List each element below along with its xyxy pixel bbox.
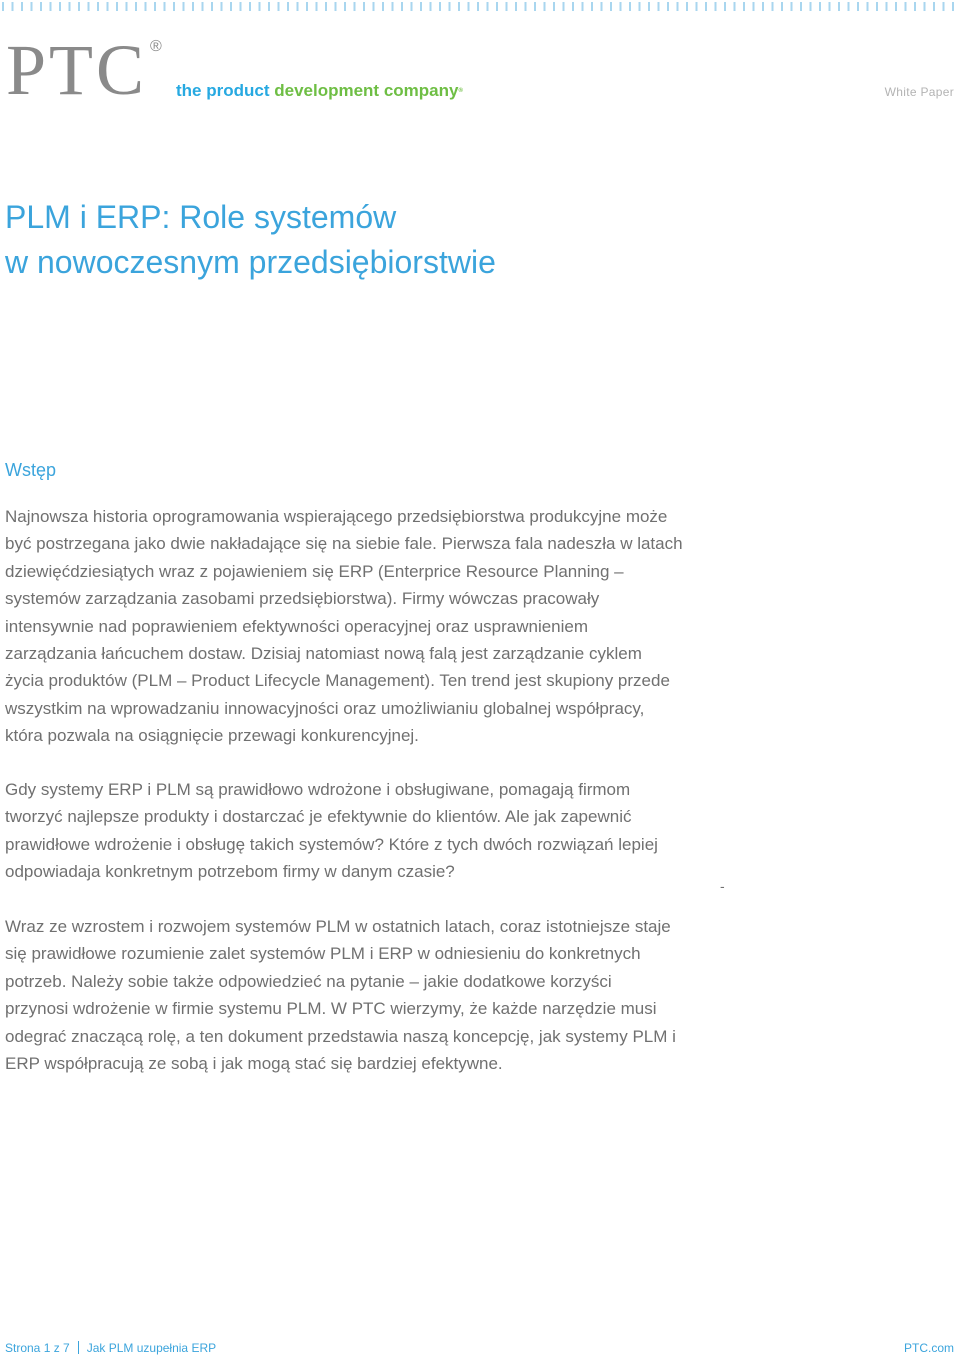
rule-tick <box>278 2 280 11</box>
rule-tick <box>268 2 270 11</box>
rule-tick <box>69 2 71 11</box>
rule-tick <box>667 2 669 11</box>
decorative-tick-rule <box>0 0 960 12</box>
rule-tick <box>40 2 42 11</box>
rule-tick <box>563 2 565 11</box>
rule-tick <box>876 2 878 11</box>
rule-tick <box>297 2 299 11</box>
text-line: być postrzegana jako dwie nakładające się na siebie fale. Pierwsza fala nadeszła w latach <box>5 534 683 554</box>
rule-tick <box>335 2 337 11</box>
rule-tick <box>506 2 508 11</box>
text-line: która pozwala na osiągnięcie przewagi konkurencyjnej. <box>5 726 419 746</box>
rule-tick <box>857 2 859 11</box>
rule-tick <box>724 2 726 11</box>
rule-tick <box>658 2 660 11</box>
text-line: dziewięćdziesiątych wraz z pojawieniem się ERP (Enterprice Resource Planning – <box>5 561 624 581</box>
rule-tick <box>525 2 527 11</box>
rule-tick <box>211 2 213 11</box>
rule-tick <box>696 2 698 11</box>
text-line: intensywnie nad poprawieniem efektywności operacyjnej oraz usprawnieniem <box>5 616 589 636</box>
title-line: PLM i ERP: Role systemów <box>5 199 397 235</box>
rule-tick <box>50 2 52 11</box>
rule-tick <box>629 2 631 11</box>
rule-tick <box>933 2 935 11</box>
rule-tick <box>572 2 574 11</box>
rule-tick <box>705 2 707 11</box>
text-line: prawidłowe wdrożenie i obsługę takich systemów? Które z tych dwóch rozwiązań lepiej <box>5 834 658 854</box>
rule-tick <box>154 2 156 11</box>
rule-tick <box>59 2 61 11</box>
rule-tick <box>135 2 137 11</box>
rule-tick <box>126 2 128 11</box>
rule-tick <box>553 2 555 11</box>
footer-doc-title: Jak PLM uzupełnia ERP <box>86 1341 217 1355</box>
rule-tick <box>648 2 650 11</box>
rule-tick <box>534 2 536 11</box>
rule-tick <box>895 2 897 11</box>
text-line: potrzeb. Należy sobie także odpowiedzieć na pytanie – jakie dodatkowe korzyści <box>5 971 612 991</box>
rule-tick <box>354 2 356 11</box>
rule-tick <box>439 2 441 11</box>
rule-tick <box>164 2 166 11</box>
text-line: przynosi wdrożenie w firmie systemu PLM. W PTC wierzymy, że każde narzędzie musi <box>5 999 657 1019</box>
rule-tick <box>677 2 679 11</box>
rule-tick <box>734 2 736 11</box>
rule-tick <box>905 2 907 11</box>
rule-tick <box>449 2 451 11</box>
document-title <box>5 195 805 285</box>
rule-tick <box>914 2 916 11</box>
rule-tick <box>411 2 413 11</box>
rule-tick <box>316 2 318 11</box>
page-number: Strona 1 z 7 <box>5 1341 70 1355</box>
text-line: wszystkim na wprowadzaniu innowacyjności oraz umożliwianiu globalnej współpracy, <box>5 698 645 718</box>
rule-tick <box>544 2 546 11</box>
rule-tick <box>107 2 109 11</box>
text-line: Wraz ze wzrostem i rozwojem systemów PLM w ostatnich latach, coraz istotniejsze staje <box>5 917 671 936</box>
rule-tick <box>715 2 717 11</box>
rule-tick <box>496 2 498 11</box>
rule-tick <box>810 2 812 11</box>
rule-tick <box>12 2 14 11</box>
rule-tick <box>430 2 432 11</box>
rule-tick <box>325 2 327 11</box>
text-line: życia produktów (PLM – Product Lifecycle Management). Ten trend jest skupiony przede <box>5 671 670 691</box>
section-heading-introduction: Wstęp <box>5 460 57 480</box>
rule-tick <box>639 2 641 11</box>
rule-tick <box>686 2 688 11</box>
rule-tick <box>867 2 869 11</box>
paragraph-3 <box>5 913 745 1077</box>
rule-tick <box>420 2 422 11</box>
rule-tick <box>753 2 755 11</box>
stray-dash-mark: - <box>720 878 725 894</box>
rule-tick <box>477 2 479 11</box>
rule-tick <box>791 2 793 11</box>
title-line: w nowoczesnym przedsiębiorstwie <box>5 244 496 280</box>
text-line: ERP współpracują ze sobą i jak mogą stać się bardziej efektywne. <box>5 1054 503 1074</box>
rule-tick <box>743 2 745 11</box>
rule-tick <box>202 2 204 11</box>
ptc-logo-text: PTC <box>6 30 148 110</box>
rule-tick <box>183 2 185 11</box>
rule-tick <box>886 2 888 11</box>
rule-tick <box>610 2 612 11</box>
rule-tick <box>838 2 840 11</box>
rule-tick <box>249 2 251 11</box>
rule-tick <box>582 2 584 11</box>
rule-tick <box>145 2 147 11</box>
rule-tick <box>487 2 489 11</box>
rule-tick <box>373 2 375 11</box>
rule-tick <box>924 2 926 11</box>
footer-divider <box>78 1341 79 1354</box>
rule-tick <box>31 2 33 11</box>
rule-tick <box>88 2 90 11</box>
rule-tick <box>392 2 394 11</box>
text-line: odegrać znaczącą rolę, a ten dokument przedstawia naszą koncepcję, jak systemy PLM i <box>5 1026 676 1046</box>
rule-tick <box>458 2 460 11</box>
rule-tick <box>468 2 470 11</box>
rule-tick <box>800 2 802 11</box>
rule-tick <box>952 2 954 11</box>
rule-tick <box>762 2 764 11</box>
paragraph-2 <box>5 776 745 886</box>
paragraph-1 <box>5 503 745 750</box>
rule-tick <box>943 2 945 11</box>
tagline-part-green: development company <box>274 81 459 100</box>
footer-website-link[interactable]: PTC.com <box>903 1341 954 1355</box>
company-logo <box>6 30 476 110</box>
company-tagline <box>176 80 463 102</box>
rule-tick <box>829 2 831 11</box>
rule-tick <box>819 2 821 11</box>
rule-tick <box>230 2 232 11</box>
page-footer <box>5 1340 216 1356</box>
rule-tick <box>2 2 4 11</box>
rule-tick <box>601 2 603 11</box>
document-type-label: White Paper <box>884 85 954 99</box>
rule-tick <box>97 2 99 11</box>
text-line: się prawidłowe rozumienie zalet systemów PLM i ERP w odniesieniu do konkretnych <box>5 944 641 964</box>
rule-tick <box>382 2 384 11</box>
rule-tick <box>306 2 308 11</box>
rule-tick <box>591 2 593 11</box>
rule-tick <box>344 2 346 11</box>
rule-tick <box>21 2 23 11</box>
rule-tick <box>221 2 223 11</box>
rule-tick <box>173 2 175 11</box>
rule-tick <box>848 2 850 11</box>
rule-tick <box>401 2 403 11</box>
rule-tick <box>78 2 80 11</box>
rule-tick <box>515 2 517 11</box>
text-line: tworzyć najlepsze produkty i dostarczać je efektywnie do klientów. Ale jak zapewnić <box>5 807 632 827</box>
text-line: Najnowsza historia oprogramowania wspierającego przedsiębiorstwa produkcyjne może <box>5 507 668 526</box>
rule-tick <box>781 2 783 11</box>
text-line: Gdy systemy ERP i PLM są prawidłowo wdrożone i obsługiwane, pomagają firmom <box>5 780 631 799</box>
rule-tick <box>620 2 622 11</box>
tagline-part-blue: the product <box>176 81 270 100</box>
tagline-registered-mark: ® <box>458 88 463 94</box>
rule-tick <box>116 2 118 11</box>
rule-tick <box>240 2 242 11</box>
registered-mark: ® <box>150 38 162 55</box>
rule-tick <box>287 2 289 11</box>
rule-tick <box>192 2 194 11</box>
text-line: zarządzania łańcuchem dostaw. Dzisiaj natomiast nową falą jest zarządzanie cyklem <box>5 644 642 664</box>
rule-tick <box>363 2 365 11</box>
text-line: odpowiadaja konkretnym potrzebom firmy w danym czasie? <box>5 862 455 882</box>
rule-tick <box>259 2 261 11</box>
text-line: systemów zarządzania zasobami przedsiębiorstwa). Firmy wówczas pracowały <box>5 589 600 609</box>
rule-tick <box>772 2 774 11</box>
